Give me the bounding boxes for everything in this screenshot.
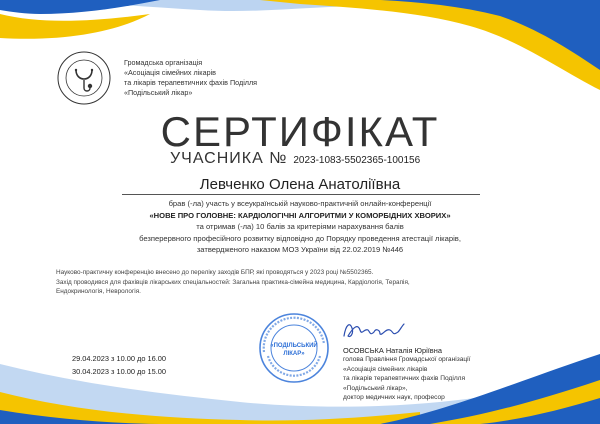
certificate-subtitle-row [170,150,420,168]
organization-line: та лікарів терапевтичних фахів Поділля [124,78,258,87]
signer-name: ОСОВСЬКА Наталія Юріївна [343,346,442,355]
certificate-notes [56,268,526,297]
certificate-number: 2023-1083-5502365-100156 [293,155,421,166]
event-date: 30.04.2023 з 10.00 до 15.00 [72,367,167,376]
signature [340,318,406,344]
body-line: та отримав (-ла) 10 балів за критеріями нарахування балів [196,222,404,231]
organization-line: «Подільський лікар» [124,88,193,97]
signer-title-line: «Подільський лікар», [343,384,408,392]
organization-header [56,50,257,106]
body-line: безперервного професійного розвитку відповідно до Порядку проведення атестації лікарів, [139,233,461,243]
organization-name [124,58,257,98]
organization-line: «Асоціація сімейних лікарів [124,68,216,77]
signer-title-line: «Асоціація сімейних лікарів [343,365,428,373]
note-line: Захід проводився для фахівців лікарських спеціальностей: Загальна практика-сімейна медицина, Кардіологія, Терапія, [56,278,410,286]
certificate-body [40,198,560,256]
svg-text:«ПОДІЛЬСЬКИЙ: «ПОДІЛЬСЬКИЙ [270,343,318,349]
body-line: брав (-ла) участь у всеукраїнській науково-практичній онлайн-конференції [168,199,432,208]
conference-title: «НОВЕ ПРО ГОЛОВНЕ: КАРДІОЛОГІЧНІ АЛГОРИТМИ У КОМОРБІДНИХ ХВОРИХ» [149,210,451,220]
event-date: 29.04.2023 з 10.00 до 16.00 [72,354,167,363]
name-underline [122,194,480,195]
note-line: Ендокринологія, Неврологія. [56,288,141,296]
signer-block [343,346,470,402]
organization-logo [56,50,112,106]
signer-title-line: голова Правління Громадської організації [343,356,471,364]
body-line: затвердженого наказом МОЗ України від 22.02.2019 №446 [196,245,404,254]
certificate-subtitle: УЧАСНИКА № [170,150,288,167]
certificate-title: СЕРТИФІКАТ [160,108,440,155]
signer-title-line: та лікарів терапевтичних фахів Поділля [343,375,466,383]
participant-name: Левченко Олена Анатоліївна [199,176,401,193]
organization-stamp [258,312,330,384]
organization-line: Громадська організація [124,58,203,67]
svg-text:ЛІКАР»: ЛІКАР» [283,351,305,357]
note-line: Науково-практичну конференцію внесено до переліку заходів БПР, які проводяться у 2023 році №5502365. [56,269,374,276]
event-dates [72,352,166,378]
signer-title-line: доктор медичних наук, професор [343,394,445,402]
